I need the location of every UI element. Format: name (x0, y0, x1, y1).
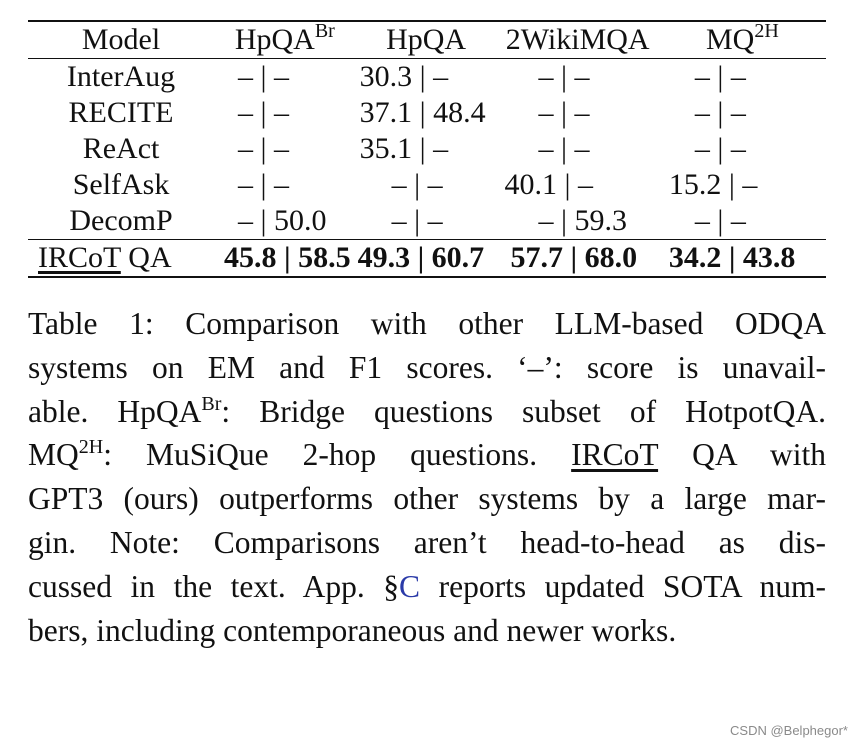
caption-text: : Bridge questions subset of HotpotQA. (221, 393, 826, 429)
header-mq2h (659, 21, 826, 59)
header-2wikimqa: 2WikiMQA (505, 23, 650, 56)
score-cell: – | 50.0 (238, 204, 327, 237)
table-caption (28, 302, 826, 652)
score-cell: – | – (694, 132, 746, 165)
caption-text: cussed in the text. App. § (28, 568, 400, 604)
appendix-c-link[interactable]: C (399, 568, 421, 604)
caption-text: : MuSiQue 2-hop questions. (103, 437, 572, 473)
results-table (28, 20, 826, 278)
model-name-ours (28, 240, 214, 278)
score-cell: – | – (538, 96, 590, 129)
score-cell-ours: 34.2 | 43.8 (668, 241, 796, 274)
caption-line: gin. Note: Comparisons aren’t head-to-head as dis- (28, 524, 826, 560)
score-cell-ours: 45.8 | 58.5 (224, 241, 351, 274)
caption-line (28, 433, 826, 477)
caption-text: QA with (658, 437, 826, 473)
score-cell: 35.1 | – (359, 132, 449, 165)
caption-line: GPT3 (ours) outperforms other systems by a large mar- (28, 481, 826, 517)
model-name: RECITE (68, 96, 174, 129)
score-cell: 40.1 | – (504, 168, 594, 201)
table-row (28, 167, 826, 203)
caption-text: able. HpQA (28, 393, 202, 429)
qa-label: QA (120, 241, 172, 274)
csdn-watermark: CSDN @Belphegor* (730, 723, 848, 738)
caption-ircot-underlined: IRCoT (571, 437, 659, 473)
score-cell: 30.3 | – (359, 60, 449, 93)
header-model: Model (81, 23, 161, 56)
score-cell: – | – (538, 132, 590, 165)
table-header-row (28, 21, 826, 59)
caption-line (28, 390, 826, 434)
score-cell: – | – (694, 60, 746, 93)
header-mq-base: MQ (706, 23, 755, 56)
caption-text: MQ (28, 437, 79, 473)
score-cell: – | 59.3 (538, 204, 628, 237)
score-cell: – | – (391, 204, 443, 237)
table-row (28, 131, 826, 167)
header-mq-sup: 2H (754, 20, 779, 42)
paper-figure (28, 20, 826, 652)
header-hpqa-br-sup: Br (314, 20, 335, 42)
model-name: InterAug (66, 60, 176, 93)
score-cell: 37.1 | 48.4 (359, 96, 486, 129)
model-name: SelfAsk (72, 168, 170, 201)
model-name: ReAct (82, 132, 160, 165)
score-cell: – | – (238, 132, 290, 165)
caption-line: systems on EM and F1 scores. ‘–’: score is unavail- (28, 349, 826, 385)
table-row (28, 95, 826, 131)
score-cell: – | – (238, 60, 290, 93)
caption-superscript: Br (201, 392, 222, 415)
header-hpqa: HpQA (386, 23, 467, 56)
score-cell-ours: 49.3 | 60.7 (357, 241, 485, 274)
table-row (28, 59, 826, 96)
header-hpqa-br (214, 21, 356, 59)
model-name: DecomP (69, 204, 173, 237)
caption-line: bers, including contemporaneous and newer works. (28, 612, 677, 648)
score-cell: – | – (694, 96, 746, 129)
table-row (28, 203, 826, 240)
table-row-ours (28, 240, 826, 278)
caption-line: Table 1: Comparison with other LLM-based ODQA (28, 306, 826, 341)
header-hpqa-br-base: HpQA (234, 23, 315, 56)
score-cell-ours: 57.7 | 68.0 (510, 241, 638, 274)
score-cell: – | – (538, 60, 590, 93)
score-cell: – | – (238, 96, 290, 129)
caption-superscript: 2H (78, 436, 104, 459)
ircot-label: IRCoT (38, 241, 121, 274)
score-cell: – | – (694, 204, 746, 237)
score-cell: 15.2 | – (668, 168, 758, 201)
caption-text: reports updated SOTA num- (420, 568, 826, 604)
caption-line (28, 565, 826, 609)
score-cell: – | – (391, 168, 443, 201)
score-cell: – | – (238, 168, 290, 201)
